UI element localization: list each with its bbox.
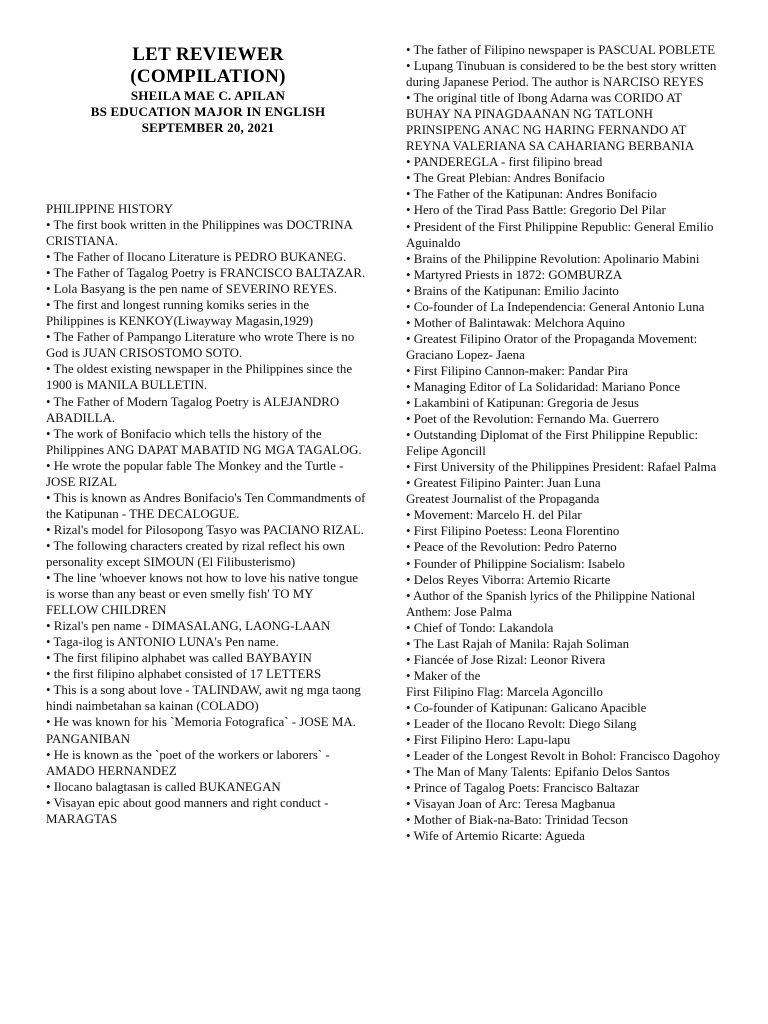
list-item: • Author of the Spanish lyrics of the Philippine National Anthem: Jose Palma — [406, 588, 696, 619]
list-item: • Outstanding Diplomat of the First Philippine Republic: Felipe Agoncill — [406, 428, 699, 459]
document-title-line-2: (COMPILATION) — [130, 66, 286, 87]
list-item: • Leader of the Ilocano Revolt: Diego Silang — [406, 716, 637, 731]
list-item: • This is known as Andres Bonifacio's Ten Commandments of the Katipunan - THE DECALOGUE. — [46, 490, 366, 521]
list-item: • The first filipino alphabet was called BAYBAYIN — [46, 651, 312, 666]
list-item: • The father of Filipino newspaper is PASCUAL POBLETE — [406, 43, 716, 57]
list-item: • Co-founder of La Independencia: General Antonio Luna — [406, 299, 705, 314]
list-item: • Delos Reyes Viborra: Artemio Ricarte — [406, 572, 611, 587]
list-item: • The following characters created by rizal reflect his own personality except SIMOUN (El Filibusterismo) — [46, 538, 345, 569]
section-heading: PHILIPPINE HISTORY — [46, 202, 173, 216]
left-column-list — [46, 217, 368, 827]
list-item: • Managing Editor of La Solidaridad: Mariano Ponce — [406, 379, 681, 394]
list-item: • He wrote the popular fable The Monkey and the Turtle - JOSE RIZAL — [46, 458, 344, 489]
list-item: • Brains of the Katipunan: Emilio Jacinto — [406, 283, 619, 298]
list-item: • Hero of the Tirad Pass Battle: Gregorio Del Pilar — [406, 203, 666, 218]
list-item: • The Father of Tagalog Poetry is FRANCISCO BALTAZAR. — [46, 266, 366, 281]
list-item: • Lola Basyang is the pen name of SEVERINO REYES. — [46, 282, 337, 297]
list-item: • The Father of Modern Tagalog Poetry is ALEJANDRO ABADILLA. — [46, 394, 340, 425]
list-item: • First Filipino Hero: Lapu-lapu — [406, 733, 571, 748]
list-item: • Rizal's model for Pilosopong Tasyo was PACIANO RIZAL. — [46, 522, 364, 537]
list-item: • Lakambini of Katipunan: Gregoria de Jesus — [406, 396, 639, 411]
list-item: • Co-founder of Katipunan: Galicano Apacible — [406, 700, 647, 715]
list-item: First Filipino Flag: Marcela Agoncillo — [406, 684, 603, 699]
list-item: • Maker of the — [406, 668, 481, 683]
list-item: • He was known for his `Memoria Fotografica` - JOSE MA. PANGANIBAN — [46, 715, 356, 746]
list-item: Greatest Journalist of the Propaganda — [406, 492, 600, 507]
list-item: • Martyred Priests in 1872: GOMBURZA — [406, 267, 623, 282]
list-item: • Movement: Marcelo H. del Pilar — [406, 508, 582, 523]
list-item: • First Filipino Poetess: Leona Florentino — [406, 524, 620, 539]
list-item: • Taga-ilog is ANTONIO LUNA's Pen name. — [46, 635, 279, 650]
list-item: • The Last Rajah of Manila: Rajah Soliman — [406, 636, 630, 651]
list-item: • The work of Bonifacio which tells the history of the Philippines ANG DAPAT MABATID NG MGA TAGALOG. — [46, 426, 362, 457]
list-item: • Founder of Philippine Socialism: Isabelo — [406, 556, 625, 571]
list-item: • First University of the Philippines President: Rafael Palma — [406, 460, 717, 475]
list-item: • PANDEREGLA - first filipino bread — [406, 155, 603, 170]
author-name: SHEILA MAE C. APILAN — [130, 88, 286, 103]
list-item: • the first filipino alphabet consisted of 17 LETTERS — [46, 667, 322, 682]
list-item: • The oldest existing newspaper in the Philippines since the 1900 is MANILA BULLETIN. — [46, 362, 353, 393]
list-item: • President of the First Philippine Republic: General Emilio Aguinaldo — [406, 219, 714, 250]
list-item: • Poet of the Revolution: Fernando Ma. Guerrero — [406, 412, 659, 427]
list-item: • The first book written in the Philippines was DOCTRINA CRISTIANA. — [46, 218, 353, 249]
list-item: • The line 'whoever knows not how to love his native tongue is worse than any beast or even smelly fish' TO MY FELLOW CHILDREN — [46, 571, 358, 618]
list-item: • This is a song about love - TALINDAW, awit ng mga taong hindi naimbetahan sa kainan (COLADO) — [46, 683, 361, 714]
list-item: • Brains of the Philippine Revolution: Apolinario Mabini — [406, 251, 700, 266]
list-item: • Leader of the Longest Revolt in Bohol: Francisco Dagohoy — [406, 749, 721, 764]
list-item: • Visayan epic about good manners and right conduct - MARAGTAS — [46, 795, 329, 826]
list-item: • The Father of Pampango Literature who wrote There is no God is JUAN CRISOSTOMO SOTO. — [46, 330, 355, 361]
list-item: • Chief of Tondo: Lakandola — [406, 620, 554, 635]
list-item: • Peace of the Revolution: Pedro Paterno — [406, 540, 617, 555]
document-header — [46, 44, 370, 136]
list-item: • The Father of Ilocano Literature is PEDRO BUKANEG. — [46, 250, 347, 265]
list-item: • Ilocano balagtasan is called BUKANEGAN — [46, 779, 281, 794]
list-item: • Visayan Joan of Arc: Teresa Magbanua — [406, 797, 616, 812]
date-line: SEPTEMBER 20, 2021 — [141, 120, 275, 135]
list-item: • The Man of Many Talents: Epifanio Delos Santos — [406, 765, 670, 780]
list-item: • First Filipino Cannon-maker: Pandar Pira — [406, 363, 628, 378]
list-item: • The original title of Ibong Adarna was CORIDO AT BUHAY NA PINAGDAANAN NG TATLONH PRINSIPENG ANAC NG HARING FERNANDO AT REYNA VALERIANA SA CAHARIANG BERBANIA — [406, 91, 695, 154]
list-item: • Wife of Artemio Ricarte: Agueda — [406, 829, 585, 844]
list-item: • Mother of Biak-na-Bato: Trinidad Tecson — [406, 813, 629, 828]
list-item: • Rizal's pen name - DIMASALANG, LAONG-LAAN — [46, 619, 331, 634]
list-item: • The Great Plebian: Andres Bonifacio — [406, 171, 605, 186]
list-item: • Fiancée of Jose Rizal: Leonor Rivera — [406, 652, 606, 667]
right-column-list — [406, 42, 728, 844]
document-title-line-1: LET REVIEWER — [132, 44, 284, 65]
course-line: BS EDUCATION MAJOR IN ENGLISH — [90, 104, 326, 119]
list-item: • The Father of the Katipunan: Andres Bonifacio — [406, 187, 657, 202]
list-item: • The first and longest running komiks series in the Philippines is KENKOY(Liwayway Magasin,1929) — [46, 298, 314, 329]
list-item: • Greatest Filipino Orator of the Propaganda Movement: Graciano Lopez- Jaena — [406, 331, 698, 362]
list-item: • Greatest Filipino Painter: Juan Luna — [406, 476, 601, 491]
list-item: • He is known as the `poet of the workers or laborers` - AMADO HERNANDEZ — [46, 747, 330, 778]
list-item: • Prince of Tagalog Poets: Francisco Baltazar — [406, 781, 640, 796]
list-item: • Lupang Tinubuan is considered to be the best story written during Japanese Period. The author is NARCISO REYES — [406, 59, 717, 90]
list-item: • Mother of Balintawak: Melchora Aquino — [406, 315, 625, 330]
